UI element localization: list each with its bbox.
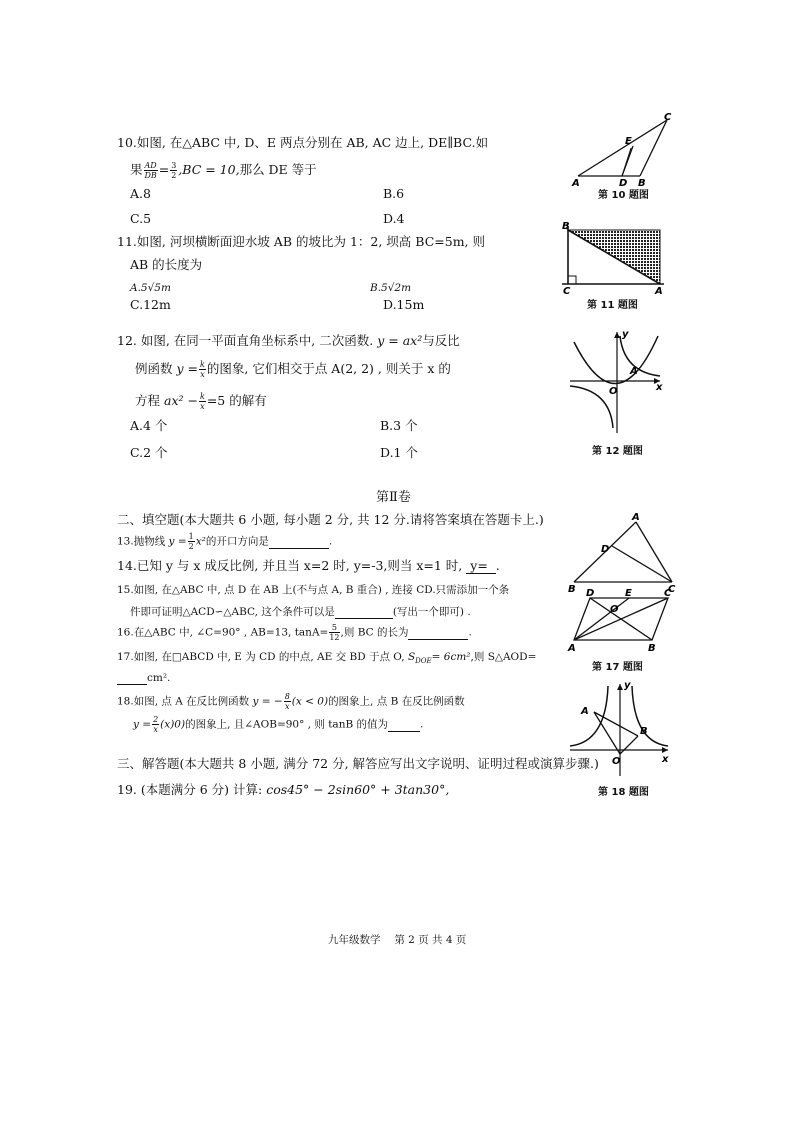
q12-line1b: 与反比: [422, 333, 460, 348]
fig18-label-a: A: [581, 706, 589, 717]
q13-frac-num: 1: [188, 532, 194, 541]
q17-text-b: ,则 S△AOD=: [470, 651, 537, 663]
fill-section-heading: 二、填空题(本大题共 6 小题, 每小题 2 分, 共 12 分.请将答案填在答题卡上.): [117, 512, 544, 527]
q11-line1: 11.如图, 河坝横断面迎水坡 AB 的坡比为 1：2, 坝高 BC=5m, 则: [117, 234, 485, 249]
q13: [117, 532, 332, 551]
q12-option-a: A.4 个: [130, 418, 168, 433]
figure-10: [570, 112, 680, 187]
q12-fraction-k-x-2: [199, 392, 206, 411]
q12-formula-y-ax2: y = ax²: [377, 333, 423, 348]
q13-formula-y: y =: [168, 535, 187, 548]
q12-option-c: C.2 个: [130, 445, 168, 460]
fig12-label-o: O: [609, 386, 618, 397]
q11-option-b: B.5√2m: [370, 282, 412, 294]
fig15-label-b: B: [568, 584, 576, 595]
q16-frac-num: 5: [329, 623, 339, 633]
fig17-label-b: B: [648, 643, 656, 654]
fig10-caption: 第 10 题图: [598, 190, 649, 201]
figure-12: [560, 328, 670, 438]
fig17-label-a: A: [568, 643, 576, 654]
q12-line1: [117, 331, 460, 349]
q18-line1: [117, 692, 465, 711]
fig12-label-a: A: [630, 366, 638, 377]
q10-option-d: D.4: [383, 211, 405, 226]
figure-11: [560, 221, 672, 297]
q13-formula-x2: x²: [195, 535, 206, 548]
q10-fraction-3-2: [170, 161, 177, 180]
section-2-title: 第Ⅱ卷: [376, 490, 411, 505]
q17-formula-sub: DOE: [415, 657, 432, 666]
fig15-label-d: D: [601, 544, 610, 555]
q18-frac-num: 8: [284, 692, 290, 701]
fig12-label-x: x: [656, 382, 663, 393]
q18-formula2-domain: (x)0): [160, 718, 186, 731]
q14-end: .: [495, 558, 500, 573]
q15-text-b: 件即可证明△ACD∽△ABC, 这个条件可以是: [130, 606, 335, 618]
q18-text-b: 的图象上, 点 B 在反比例函数: [328, 695, 465, 708]
q15-line2: [130, 604, 471, 619]
fig17-label-e: E: [625, 588, 632, 599]
q12-frac2-den: x: [200, 402, 205, 411]
q10-line2: [130, 160, 317, 180]
q18-end: .: [420, 718, 424, 731]
q15-answer-blank[interactable]: [335, 606, 393, 619]
q13-answer-blank[interactable]: [269, 536, 329, 549]
q16-text-b: ,则 BC 的长为: [340, 626, 409, 639]
fig11-label-b: B: [562, 221, 570, 232]
q12-line1a: 12. 如图, 在同一平面直角坐标系中, 二次函数.: [117, 333, 374, 348]
q10-frac-num: AD: [144, 161, 157, 170]
q10-option-c: C.5: [130, 211, 152, 226]
q12-formula-y: y =: [176, 361, 199, 376]
fig18-label-b: B: [640, 726, 648, 737]
fig18-caption: 第 18 题图: [598, 787, 649, 798]
fig15-label-a: A: [632, 512, 640, 523]
q12-line3b: =5 的解有: [206, 393, 267, 408]
q12-frac2-num: k: [199, 392, 205, 401]
q12-option-d: D.1 个: [380, 445, 418, 460]
q19-text: 19. (本题满分 6 分) 计算:: [117, 782, 263, 797]
fig11-label-a: A: [655, 286, 663, 297]
q16-end: .: [468, 626, 472, 639]
q15-line1: 15.如图, 在△ABC 中, 点 D 在 AB 上(不与点 A, B 重合) , 连接 CD.只需添加一个条: [117, 584, 510, 596]
q12-line3: [135, 391, 267, 411]
fig11-caption: 第 11 题图: [587, 300, 638, 311]
q17-line1: [117, 649, 536, 665]
q10-fraction-ad-db: [144, 161, 158, 180]
q13-text-b: 的开口方向是: [205, 535, 269, 548]
q18-frac-den: x: [284, 702, 290, 711]
q15-text-c: (写出一个即可) .: [392, 606, 471, 618]
q16-fraction-5-12: [329, 623, 339, 642]
q16: [117, 623, 472, 642]
fig18-label-o: O: [612, 756, 621, 767]
q16-frac-den: 12: [329, 633, 340, 642]
fig17-label-d: D: [586, 588, 595, 599]
q16-text-a: 16.在△ABC 中, ∠C=90° , AB=13, tanA=: [117, 626, 329, 639]
fig18-label-x: x: [662, 754, 669, 765]
fig10-label-e: E: [625, 136, 632, 147]
q13-frac-den: 2: [188, 542, 194, 551]
q12-option-b: B.3 个: [380, 418, 418, 433]
fig18-label-y: y: [624, 680, 631, 691]
q17-answer-blank[interactable]: [117, 672, 147, 685]
q10-frac-den: DB: [144, 171, 157, 180]
q11-option-c: C.12m: [130, 297, 171, 312]
q12-frac-num: k: [200, 360, 205, 369]
fig10-label-c: C: [664, 112, 672, 123]
q19: [117, 780, 449, 798]
q14-text: 14.已知 y 与 x 成反比例, 并且当 x=2 时, y=-3,则当 x=1 时,: [117, 558, 463, 573]
q10-eq: =: [158, 162, 170, 177]
q18-line2: [133, 715, 423, 734]
fig15-label-c: C: [668, 584, 676, 595]
q10-tail: 那么 DE 等于: [239, 162, 317, 177]
q10-option-a: A.8: [130, 186, 151, 201]
q14-answer-blank[interactable]: [466, 558, 495, 574]
q12-line2b: 的图象, 它们相交于点 A(2, 2) , 则关于 x 的: [206, 361, 451, 376]
fig12-caption: 第 12 题图: [592, 446, 643, 457]
page-footer: 九年级数学 第 2 页 共 4 页: [328, 934, 467, 946]
q18-formula-y: y = −: [252, 695, 283, 708]
fig11-label-c: C: [563, 286, 571, 297]
solve-section-heading: 三、解答题(本大题共 8 小题, 满分 72 分, 解答应写出文字说明、证明过程或演算步骤.): [117, 756, 599, 771]
q12-line3a: 方程: [135, 393, 161, 408]
q12-formula-ax2: ax² −: [164, 393, 198, 408]
q10-frac2-num: 3: [171, 161, 177, 170]
q17-line2: [117, 672, 170, 685]
fig10-label-a: A: [572, 178, 580, 189]
fig17-label-o: O: [610, 604, 619, 615]
q17-text-a: 17.如图, 在□ABCD 中, E 为 CD 的中点, AE 交 BD 于点 O,: [117, 651, 405, 663]
q10-option-b: B.6: [383, 186, 405, 201]
q10-pre: 果: [130, 162, 143, 177]
q12-frac-den: x: [200, 370, 205, 379]
fig17-caption: 第 17 题图: [592, 662, 643, 673]
fig17-label-c: C: [664, 588, 672, 599]
q18-formula-domain: (x < 0): [291, 695, 329, 708]
q17-text-c: cm².: [147, 672, 171, 684]
figure-15: [568, 512, 678, 595]
q19-formula: cos45° − 2sin60° + 3tan30°,: [266, 782, 450, 797]
q18-formula2-y: y =: [133, 718, 152, 731]
fig10-label-d: D: [619, 178, 628, 189]
q10-rest: ,BC = 10,: [178, 162, 240, 177]
q10-line1: 10.如图, 在△ABC 中, D、E 两点分别在 AB, AC 边上, DE∥BC.如: [117, 135, 489, 150]
q18-frac2-den: x: [153, 725, 158, 734]
q10-frac2-den: 2: [171, 171, 177, 180]
q16-answer-blank[interactable]: [408, 627, 468, 640]
q12-line2: [135, 359, 451, 379]
q13-text-a: 13.抛物线: [117, 535, 166, 548]
q13-end: .: [328, 535, 333, 548]
q18-text-a: 18.如图, 点 A 在反比例函数: [117, 695, 250, 708]
q11-option-d: D.15m: [383, 297, 425, 312]
fig10-label-b: B: [638, 178, 646, 189]
q14: [117, 556, 500, 574]
q18-frac2-num: 2: [153, 715, 159, 724]
q11-line2: AB 的长度为: [130, 257, 203, 272]
q14-answer-text: y=: [470, 558, 488, 573]
q18-fraction-8-x: [284, 692, 291, 711]
q17-formula-s: S: [407, 651, 416, 663]
q13-fraction-1-2: [188, 532, 195, 551]
q11-option-a: A.5√5m: [130, 282, 171, 294]
q18-text-c: 的图象上, 且∠AOB=90° , 则 tanB 的值为: [185, 718, 389, 731]
q12-line2a: 例函数: [135, 361, 173, 376]
fig12-label-y: y: [622, 329, 629, 340]
q17-formula-rest: = 6cm²: [431, 651, 471, 663]
figure-17: [566, 588, 676, 654]
q18-fraction-2-x: [152, 715, 159, 734]
q18-answer-blank[interactable]: [388, 719, 420, 732]
q12-fraction-k-x: [199, 360, 206, 379]
